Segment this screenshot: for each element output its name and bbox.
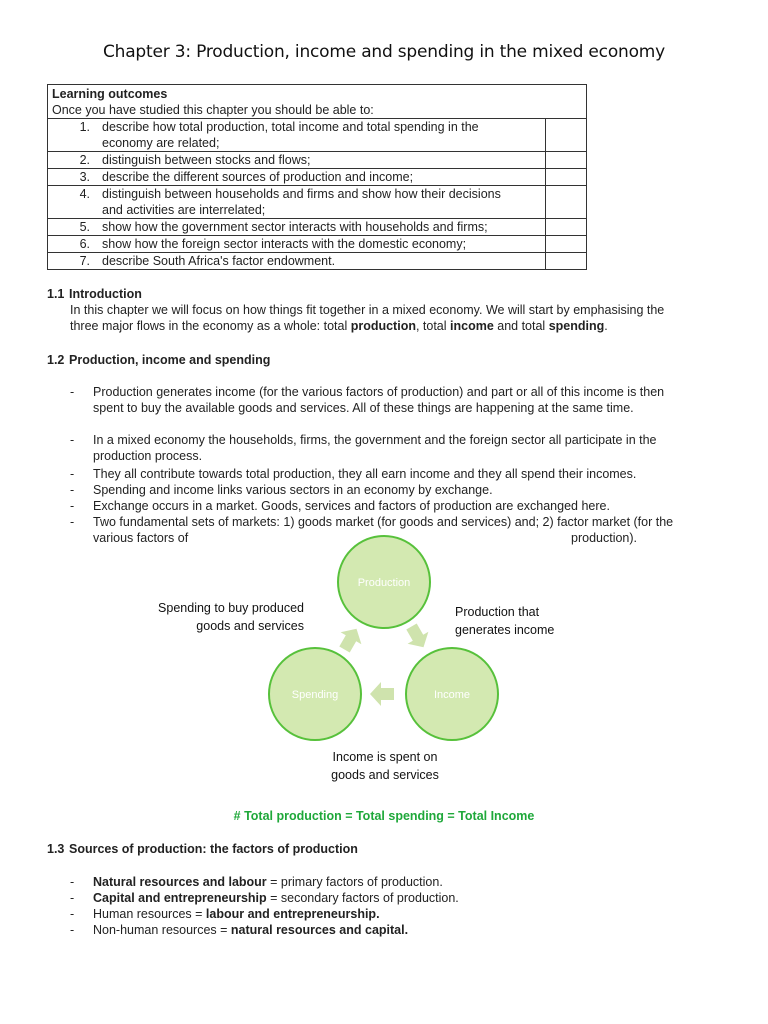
bullet-dash: -: [70, 923, 75, 937]
bullet-dash: -: [70, 875, 75, 889]
table-row: [48, 186, 587, 219]
section-heading-production-income-spending: [47, 352, 270, 368]
list-item: [70, 466, 710, 482]
table-header-row: [48, 85, 587, 119]
intro-text: , total: [415, 319, 451, 333]
bullet-text: They all contribute towards total production, they all earn income and they all spend their incomes.: [93, 467, 637, 481]
bullet-text: Exchange occurs in a market. Goods, services and factors of production are exchanged here.: [93, 499, 610, 513]
list-item: [70, 384, 710, 416]
outcome-check-cell: [546, 119, 587, 152]
list-item: [70, 482, 710, 498]
label-production: [455, 603, 625, 639]
label-income: [300, 748, 470, 784]
label-production-line: Production that: [455, 605, 540, 619]
bullet-text: Production generates income (for the various factors of production) and part or all of this income is then: [93, 385, 665, 399]
list-item: [70, 432, 710, 464]
circular-flow-diagram: [0, 530, 768, 770]
outcome-number: 3.: [48, 169, 99, 186]
label-income-line: goods and services: [331, 768, 439, 782]
bullet-bold: labour and entrepreneurship.: [205, 907, 380, 921]
section-title: Introduction: [69, 287, 142, 301]
bullet-dash: -: [70, 483, 75, 497]
bullet-bold: Capital and entrepreneurship: [93, 891, 267, 905]
outcome-check-cell: [546, 236, 587, 253]
bullet-text: In a mixed economy the households, firms, the government and the foreign sector all participate in the: [93, 433, 657, 447]
bullet-text: Two fundamental sets of markets: 1) goods market (for goods and services) and; 2) factor market (for the: [93, 515, 674, 529]
list-item: [70, 498, 710, 514]
bullet-text-cont: production process.: [93, 449, 203, 463]
bullet-dash: -: [70, 515, 75, 529]
outcome-text: distinguish between stocks and flows;: [98, 152, 546, 169]
bullet-dash: -: [70, 385, 75, 399]
list-item: [70, 906, 710, 922]
outcome-check-cell: [546, 219, 587, 236]
list-item: [70, 922, 710, 938]
bullet-text-cont: production).: [571, 531, 638, 545]
table-row: [48, 119, 587, 152]
intro-text: three major flows in the economy as a whole: total: [70, 319, 351, 333]
table-row: [48, 219, 587, 236]
bullet-bold: Natural resources and labour: [93, 875, 267, 889]
bullet-text-cont: spent to buy the available goods and services. All of these things are happening at the same time.: [93, 401, 634, 415]
label-spending-line: Spending to buy produced: [158, 601, 304, 615]
bullet-dash: -: [70, 891, 75, 905]
intro-paragraph: [70, 302, 710, 334]
outcome-number: 6.: [48, 236, 99, 253]
bullet-text: = secondary factors of production.: [266, 891, 459, 905]
table-row: [48, 253, 587, 270]
label-income-line: Income is spent on: [332, 750, 438, 764]
outcomes-header: Learning outcomes: [52, 87, 168, 101]
bullet-text: Human resources =: [93, 907, 206, 921]
outcome-text-cont: economy are related;: [102, 136, 220, 150]
outcome-number: 2.: [48, 152, 99, 169]
section-title: Production, income and spending: [69, 353, 271, 367]
bullet-dash: -: [70, 499, 75, 513]
outcome-text: describe how total production, total income and total spending in the: [102, 120, 479, 134]
outcome-text: show how the government sector interacts with households and firms;: [98, 219, 546, 236]
table-row: [48, 236, 587, 253]
outcome-text: describe the different sources of production and income;: [98, 169, 546, 186]
outcome-number: 5.: [48, 219, 99, 236]
intro-line: In this chapter we will focus on how things fit together in a mixed economy. We will start by emphasising the: [70, 303, 665, 317]
label-spending: [134, 599, 304, 635]
production-node-label: Production: [357, 577, 411, 589]
arrow-production-to-income: [401, 620, 434, 653]
section-heading-introduction: [47, 286, 142, 302]
outcome-number: 4.: [48, 186, 99, 219]
intro-bold-production: production: [350, 319, 416, 333]
bullet-dash: -: [70, 433, 75, 447]
bullet-bold: natural resources and capital.: [230, 923, 409, 937]
list-item: [70, 514, 710, 530]
list-item: [70, 890, 710, 906]
income-node-label: Income: [433, 689, 471, 701]
page-title: Chapter 3: Production, income and spending in the mixed economy: [102, 42, 666, 62]
table-row: [48, 169, 587, 186]
spending-node-label: Spending: [291, 689, 339, 701]
outcome-number: 1.: [48, 119, 99, 152]
bullet-text-cont: various factors of: [93, 531, 189, 545]
list-item: [70, 874, 710, 890]
intro-text: .: [604, 319, 608, 333]
arrow-spending-to-production: [334, 623, 367, 656]
section-number: 1.1: [47, 287, 65, 301]
label-spending-line: goods and services: [196, 619, 304, 633]
intro-text: and total: [493, 319, 549, 333]
learning-outcomes-table: [47, 84, 587, 270]
section-heading-sources-of-production: [47, 841, 358, 857]
outcome-check-cell: [546, 169, 587, 186]
arrow-income-to-spending: [370, 682, 394, 706]
intro-bold-spending: spending: [548, 319, 605, 333]
section-number: 1.2: [47, 353, 65, 367]
outcome-text: show how the foreign sector interacts with the domestic economy;: [98, 236, 546, 253]
bullet-text: Non-human resources =: [93, 923, 231, 937]
section-title: Sources of production: the factors of production: [69, 842, 358, 856]
intro-line: [70, 318, 710, 334]
table-row: [48, 152, 587, 169]
bullet-dash: -: [70, 467, 75, 481]
bullet-dash: -: [70, 907, 75, 921]
outcomes-intro: Once you have studied this chapter you should be able to:: [52, 103, 374, 117]
bullet-text: Spending and income links various sectors in an economy by exchange.: [93, 483, 493, 497]
intro-bold-income: income: [450, 319, 494, 333]
outcome-text: describe South Africa's factor endowment.: [98, 253, 546, 270]
outcome-text: distinguish between households and firms and show how their decisions: [102, 187, 501, 201]
section-number: 1.3: [47, 842, 65, 856]
outcome-number: 7.: [48, 253, 99, 270]
total-equation: # Total production = Total spending = Total Income: [233, 809, 535, 823]
label-production-line: generates income: [455, 623, 555, 637]
outcome-text-cont: and activities are interrelated;: [102, 203, 266, 217]
bullet-text: = primary factors of production.: [266, 875, 443, 889]
outcome-check-cell: [546, 253, 587, 270]
outcome-check-cell: [546, 186, 587, 219]
outcome-check-cell: [546, 152, 587, 169]
